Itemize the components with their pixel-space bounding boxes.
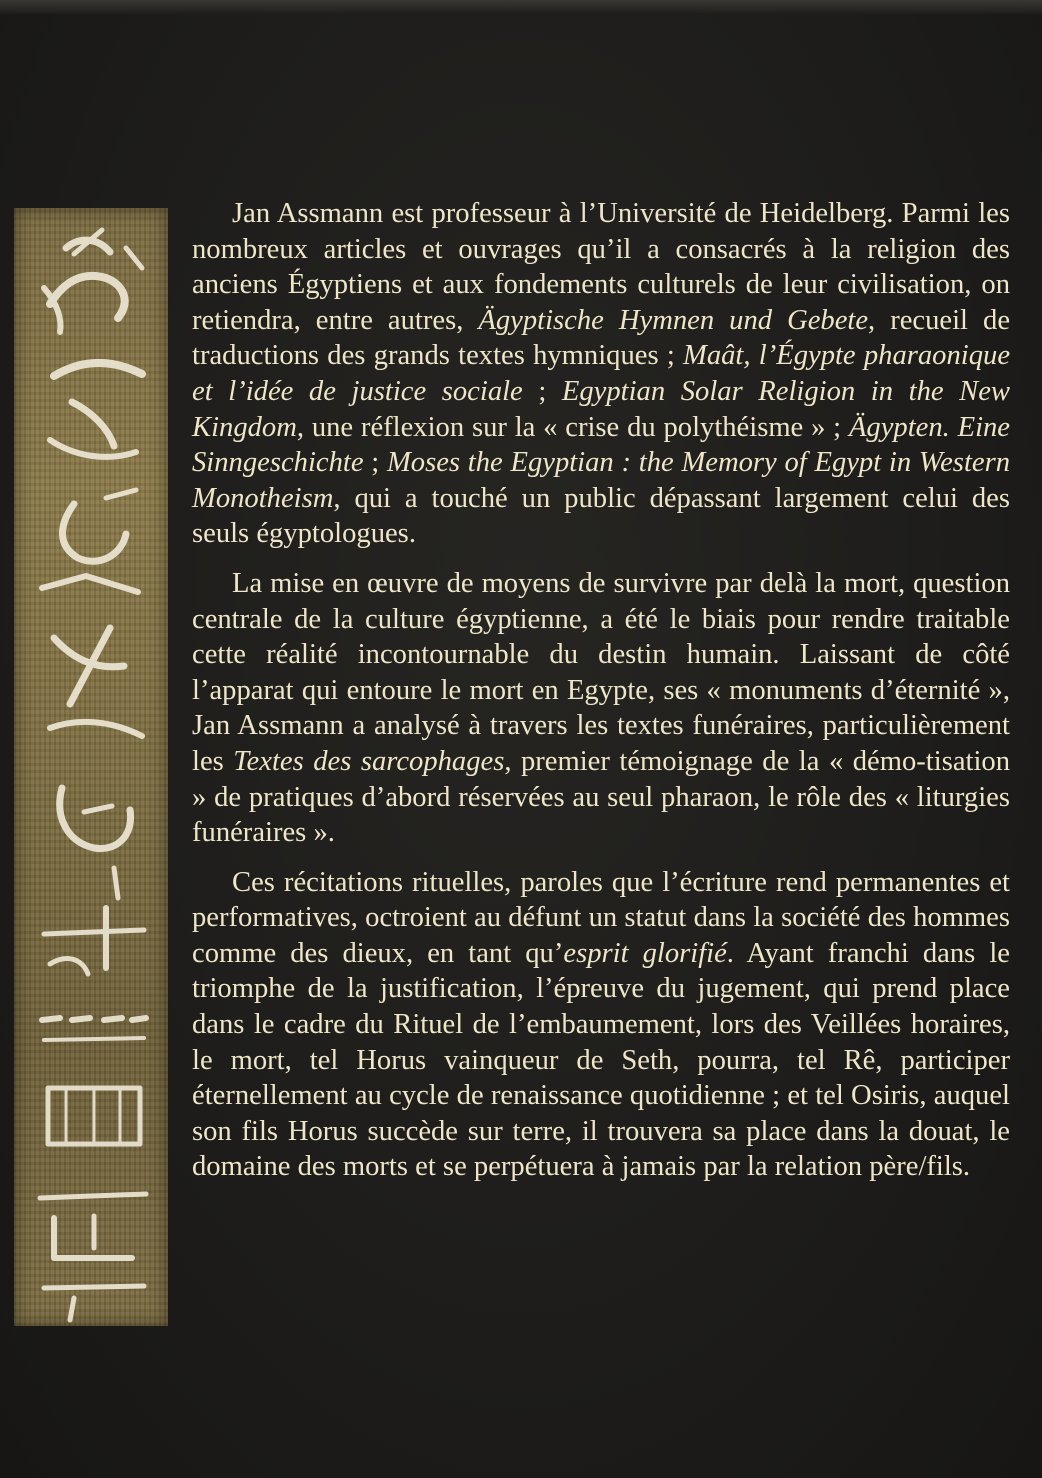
text-segment: ; [363,447,387,479]
italic-title: Moses the Egyptian : the Memory of Egypt in Western Monotheism [192,447,1010,514]
italic-title: Maât, l’Égypte pharaonique et l’idée de justice sociale [192,340,1011,407]
italic-title: Textes des sarcophages [233,745,505,777]
text-segment: ; [522,375,562,407]
text-segment: , qui a touché un public dépassant largement celui des seuls égyptologues. [192,482,1010,550]
italic-title: esprit glorifié [563,937,727,969]
text-segment: Ces récitations rituelles, paroles que l’écriture rend permanentes et performatives, octroient au défunt un statut dans la société des hommes comme des dieux, en tant qu’ [192,866,1010,969]
text-segment: , une réflexion sur la « crise du polythéisme » ; [296,411,849,443]
italic-title: Egyptian Solar Religion in the New Kingdom [192,375,1010,443]
text-segment: La mise en œuvre de moyens de survivre par delà la mort, question centrale de la culture égyptienne, a été le biais pour rendre traitable cette réalité incontournable du destin humain. Laissant de côté l’apparat qui entoure le mort en Egypte, ses « monuments d’éternité », Jan Assmann a analysé à travers les textes funéraires, particulièrement les [192,567,1010,777]
paragraph-funerary-texts [192,566,1010,851]
text-segment: Jan Assmann est professeur à l’Université de Heidelberg. Parmi les nombreux articles et ouvrages qu’il a consacrés à la religion des anciens Égyptiens et aux fondements culturels de leur civilisation, on retiendra, entre autres, [192,198,1010,336]
paragraph-rituals [192,865,1010,1185]
hieratic-script-illustration [14,208,168,1326]
papyrus-hieratic-strip [14,208,168,1326]
text-segment: , recueil de traductions des grands textes hymniques ; [192,304,1011,372]
text-segment: . Ayant franchi dans le triomphe de la justification, l’épreuve du jugement, qui prend place dans le cadre du Rituel de l’embaumement, lors des Veillées horaires, le mort, tel Horus vainqueur de Seth, pourra, tel Rê, participer éternellement au cycle de renaissance quotidienne ; et tel Osiris, auquel son fils Horus succède sur terre, il trouvera sa place dans la douat, le domaine des morts et se perpétuera à jamais par la relation père/fils. [192,937,1010,1183]
text-segment: , premier témoignage de la « démo-tisation » de pratiques d’abord réservées au seul pharaon, le rôle des « liturgies funéraires ». [192,745,1010,849]
italic-title: Ägyptische Hymnen und Gebete [478,304,869,336]
back-cover-text [192,196,1010,1185]
paragraph-author-bio [192,196,1010,552]
cover-top-edge [0,0,1042,14]
italic-title: Ägypten. Eine Sinngeschichte [192,411,1011,479]
